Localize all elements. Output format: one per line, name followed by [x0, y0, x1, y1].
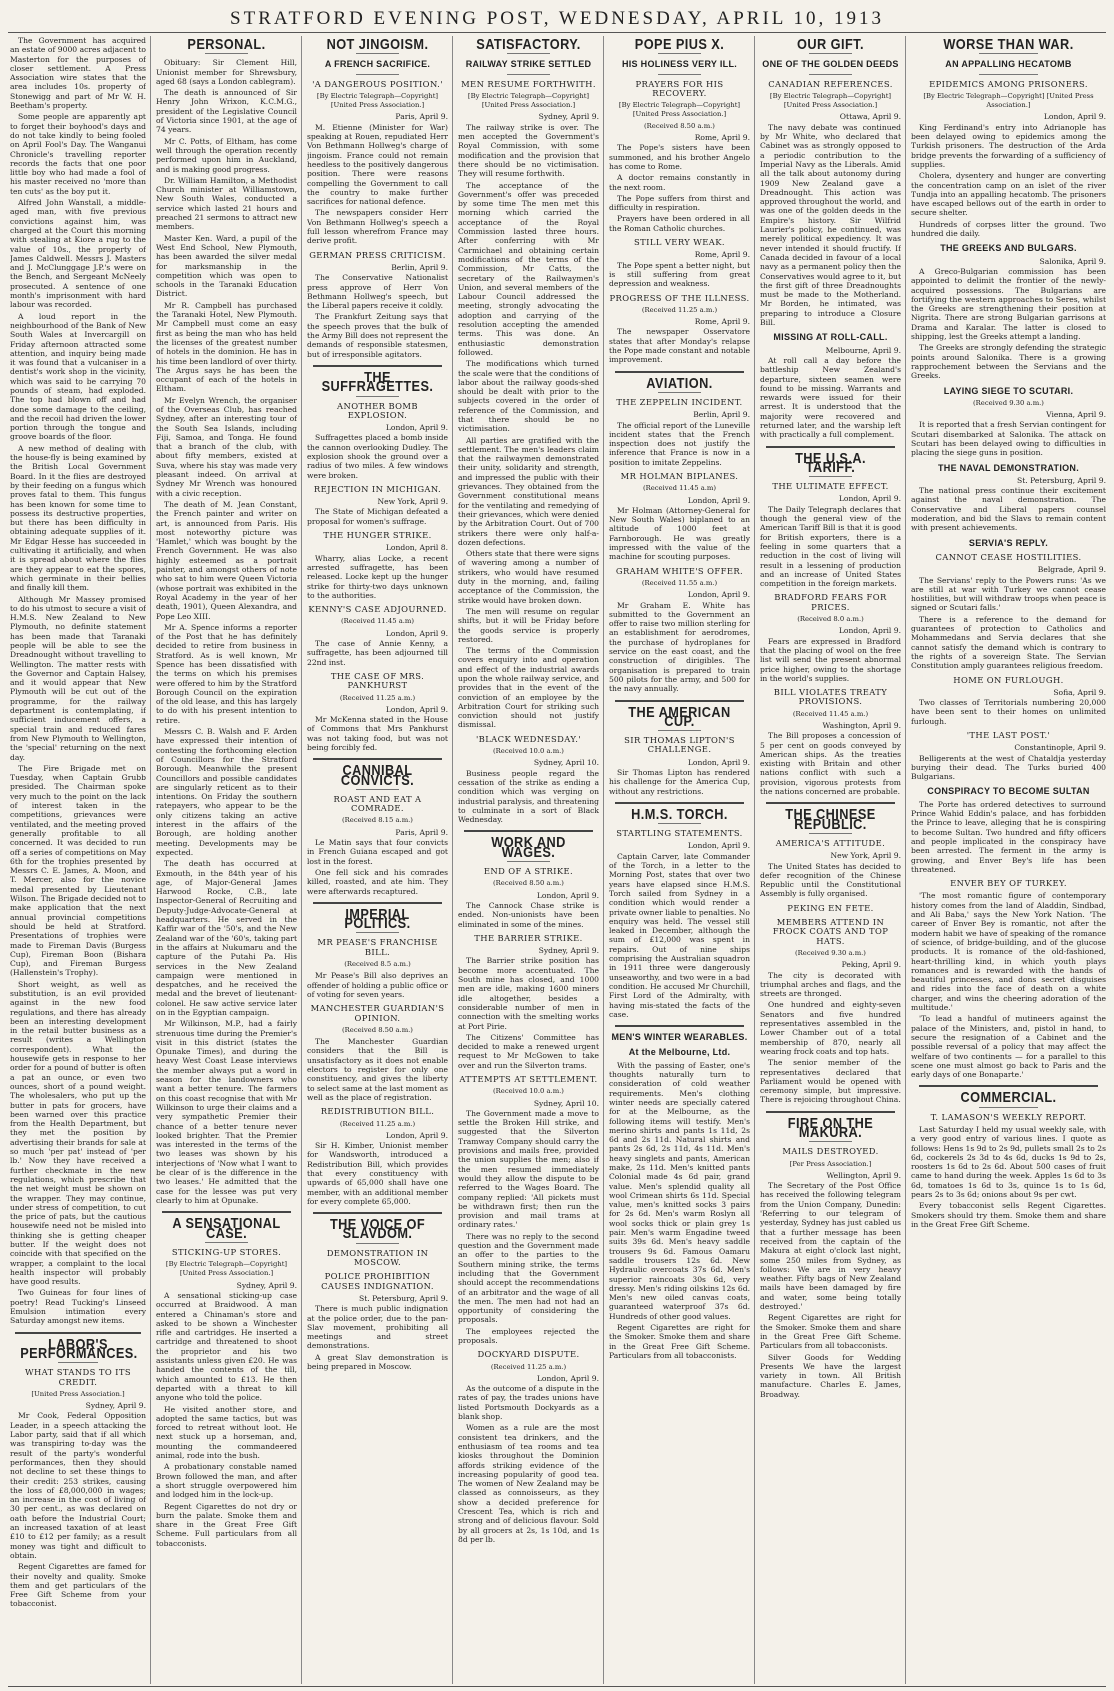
subheading: REDISTRIBUTION BILL.	[320, 1106, 435, 1117]
headline: IMPERIAL POLITICS.	[344, 905, 411, 933]
received-line: (Received 8.50 a.m.)	[342, 1025, 413, 1034]
divider	[809, 476, 851, 477]
credit-line: [By Electric Telegraph—Copyright] [United Press Association.]	[165, 1260, 288, 1278]
headline: THE U.S.A. TARIFF.	[795, 449, 866, 476]
news-paragraph: Mr C. Potts, of Eltham, has come well through the operation recently performed upon him in Auckland, and is making good progress.	[156, 136, 297, 174]
news-paragraph: Prayers have been ordered in all the Roman Catholic churches.	[609, 214, 750, 233]
divider	[58, 1362, 99, 1363]
news-paragraph: A new method of dealing with the house-fly is being examined by the British Local Government Board. In it the flies are destroyed by their feeding on a fungus which proves fatal to them. This fungus has been known for some time to possess its destructive properties, but there has been difficulty in obtaining adequate supplies of it. Mr Edgar Hesse has succeeded in cultivating it artificially, and when it is spread about where the flies are they appear to eat the spores, which germinate in their bellies and finally kill them.	[10, 443, 146, 593]
news-paragraph: The State of Michigan defeated a proposal for women's suffrage.	[307, 507, 448, 526]
column-6	[760, 36, 901, 1684]
divider	[205, 53, 247, 54]
subheading: THE GREEKS AND BULGARS.	[940, 243, 1077, 254]
section-rule	[313, 902, 443, 904]
received-line: (Received 8.5 a.m.)	[344, 960, 411, 969]
news-paragraph: Business people regard the cessation of the strike as ending a condition which was verging on industrial paralysis, and threatening to culminate in a sort of Black Wednesday.	[458, 768, 599, 825]
subheading: SIR THOMAS LIPTON'S CHALLENGE.	[624, 735, 735, 755]
news-paragraph: The Servians' reply to the Powers runs: 'As we are still at war with Turkey we cannot cease hostilities, but will withdraw troops when peace is signed or Scutari falls.'	[911, 575, 1106, 613]
news-paragraph: It is reported that a fresh Servian contingent for Scutari disembarked at Salonika. The attack on Scutari has been delayed owing to difficulties in placing the siege guns in position.	[911, 420, 1106, 458]
subheading: REJECTION IN MICHIGAN.	[313, 483, 442, 494]
dateline: London, April 9.	[385, 704, 448, 714]
divider	[979, 1107, 1038, 1108]
subheading: T. LAMASON'S WEEKLY REPORT.	[930, 1111, 1087, 1122]
credit-line: [By Electric Telegraph—Copyright] [United Press Association.]	[316, 91, 439, 110]
news-paragraph: A probationary constable named Brown followed the man, and after a short struggle overpowered him and lodged him in the lock-up.	[156, 1462, 297, 1500]
headline: COMMERCIAL.	[960, 1089, 1057, 1107]
dateline: London, April 9.	[1043, 112, 1106, 122]
advertisement: Every tobacconist sells Regent Cigarettes. Smokers should try them. Smoke them and share in the Great Free Gift Scheme.	[911, 1201, 1106, 1229]
section-rule	[615, 371, 745, 373]
credit-line: [United Press Association.]	[31, 1389, 125, 1398]
news-paragraph: The United States has decided to defer recognition of the Chinese Republic until the Constitutional Assembly is fully organised.	[760, 861, 901, 899]
dateline: Rome, April 9.	[694, 250, 750, 260]
news-paragraph: The death is announced of Sir Henry John Wrixon, K.C.M.G., president of the Legislative Council of Victoria since 1901, at the age of 74 years.	[156, 88, 297, 135]
news-paragraph: Mr Evelyn Wrench, the organiser of the Overseas Club, has reached Sydney, after an interesting tour of the South Sea Islands, including Fiji, Samoa, and Tonga. He found that a branch of the club, with about fifty members, existed at Suva, where his stay was made very pleasant indeed. On arrival at Sydney Mr Wrench was honoured with a civic reception.	[156, 395, 297, 498]
subheading: 'THE LAST POST.'	[966, 730, 1051, 740]
news-paragraph: Mr Wilkinson, M.P., had a fairly strenuous time during the Premier's visit in this district (states the Opunake Times), and during the heavy West Coast Lease interviews the member always put a word in season for the landowners who want a better tenure. The farmers on this coast recognise that with Mr Wilkinson to urge their claims and a very sympathetic Premier their chance of a better tenure never looked brighter. That the Premier was interested in the terms of the two leases was shown by his interjections of 'Now what I want to be clear of is the difference in the two leases.' He admitted that the case for the lessee was put very clearly to him at Opunake.	[156, 1019, 297, 1205]
news-paragraph: A great Slav demonstration is being prepared in Moscow.	[307, 1352, 448, 1372]
column-7	[911, 36, 1106, 1684]
credit-line: [By Electric Telegraph—Copyright] [United Press Association.]	[769, 91, 892, 110]
news-paragraph: Mr Cook, Federal Opposition Leader, in a speech attacking the Labor party, said that if all which was transpiring to-day was the result of the party's wonderful performances, then they should not decline to set these things to their credit: 253 strikes, causing the loss of £8,000,000 in wages; an increase in the cost of living of 30 per cent., as was declared on oath before the Industrial Court; an increased taxation of at least £10 to £12 per family; as a result money was tight and difficult to obtain.	[10, 1411, 146, 1560]
received-line: (Received 11.25 a.m.)	[490, 1362, 567, 1371]
received-line: (Received 11.25 a.m.)	[339, 693, 416, 702]
news-paragraph: The Greeks are strongly defending the strategic points around Salonika. There is a growing rapprochement between the Servians and the Greeks.	[911, 343, 1106, 381]
dateline: London, April 9.	[687, 590, 750, 600]
news-paragraph: Belligerents at the west of Chataldja yesterday burying their dead. The Turks buried 400 Bulgarians.	[911, 753, 1106, 782]
news-paragraph: The Frankfurt Zeitung says that the speech proves that the bulk of the Army Bill does not represent the demands of responsible statesmen, but of irresponsible agitators.	[307, 312, 448, 359]
subheading: STICKING-UP STORES.	[171, 1246, 282, 1257]
news-paragraph: The Pope spent a better night, but is still suffering from great depression and weakness.	[609, 260, 750, 289]
news-paragraph: The city is decorated with triumphal arches and flags, and the streets are thronged.	[760, 970, 901, 999]
headline: THE SUFFRAGETTES.	[321, 368, 434, 396]
dateline: London, April 9.	[838, 494, 901, 504]
dateline: London, April 9.	[385, 1130, 448, 1140]
section-rule	[313, 1212, 443, 1214]
column-divider	[150, 36, 151, 1684]
divider	[356, 789, 398, 790]
headline: H.M.S. TORCH.	[631, 805, 728, 823]
news-paragraph: The Pope suffers from thirst and difficulty in respiration.	[609, 193, 750, 213]
subheading: GERMAN PRESS CRITICISM.	[309, 249, 446, 260]
masthead-rule	[8, 32, 1106, 33]
news-paragraph: Mr R. Campbell has purchased the Taranaki Hotel, New Plymouth. Mr Campbell must come an easy first as being the man who has held the licenses of the greatest number of hotels in the dominion. He has in his time been landlord of over thirty. The Argus says he has been the occupant of each of the hotels in Eltham.	[156, 300, 297, 394]
news-paragraph: Obituary: Sir Clement Hill, Unionist member for Shrewsbury, aged 68 (says a London cablegram).	[156, 58, 297, 86]
news-paragraph: The death has occurred at Exmouth, in the 84th year of his age, of Major-General James Harwood Rocke, C.B., late Inspector-General of Recruiting and Deputy-Judge-Advocate-General at headquarters. He served in the Kaffir war of the '50's, and the New Zealand war of the '60's, taking part in the affairs at Nukumaru and the capture of the Putahi Pa. His services in the New Zealand campaign were mentioned in despatches, and he received the medal and the brevet of lieutenant-colonel. He saw active service later on in the Egyptian campaign.	[156, 859, 297, 1017]
subheading: HIS HOLINESS VERY ILL.	[621, 59, 738, 70]
subheading: AMERICA'S ATTITUDE.	[775, 837, 886, 848]
subheading: THE ZEPPELIN INCIDENT.	[616, 396, 743, 407]
subheading: THE NAVAL DEMONSTRATION.	[937, 462, 1080, 473]
news-paragraph: The death of M. Jean Constant, the French painter and writer on art, is announced from Paris. His most noteworthy picture was 'Hamlet,' which was bought by the French Government. He was also highly esteemed as a portrait painter, and amongst others of note who sat to him were Queen Victoria (whose portrait was exhibited in the Royal Academy in the year of her death, 1901), Queen Alexandra, and Pope Leo XIII.	[156, 499, 297, 621]
headline: AVIATION.	[646, 374, 713, 392]
section-rule	[464, 830, 594, 832]
divider	[809, 53, 851, 54]
news-paragraph: Fears are expressed in Bradford that the placing of wool on the free list will send the present abnormal price higher, owing to the shortage in the world's supplies.	[760, 636, 901, 683]
dateline: London, April 9.	[687, 757, 750, 767]
news-paragraph: The newspaper Osservatore states that after Monday's relapse the Pope made constant and notable improvement.	[609, 327, 750, 365]
subheading: THE HUNGER STRIKE.	[323, 530, 432, 541]
news-paragraph: Wharry, alias Locke, a recent arrested suffragette, has been released. Locke kept up the hunger strike for thirty-two days unknown to the authorities.	[307, 553, 448, 600]
column-divider	[603, 36, 604, 1684]
news-paragraph: M. Etienne (Minister for War) speaking at Rouen, repudiated Herr Von Bethmann Hollweg's charge of jingoism. France could not remain heedless to the positively dangerous position. There were reasons compelling the Government to call the country to make further sacrifices for national defence.	[307, 122, 448, 207]
news-paragraph: The Conservative Nationalist press approve of Herr Von Bethmann Hollweg's speech, but the Liberal papers receive it coldly.	[307, 273, 448, 311]
column-5	[609, 36, 750, 1684]
news-paragraph: At roll call a day before the battleship New Zealand's departure, sixteen seamen were found to be missing. Warrants and rewards were issued for their arrest. It is understood that the majority were recovered and returned later, and the warship left with practically a full complement.	[760, 355, 901, 440]
divider	[356, 1243, 398, 1244]
dateline: New York, April 9.	[377, 497, 448, 507]
news-paragraph: Suffragettes placed a bomb inside the cannon overlooking Dudley. The explosion shook the ground over a radius of two miles. A few windows were broken.	[307, 433, 448, 480]
news-paragraph: Mr McKenna stated in the House of Commons that Mrs Pankhurst was not taking food, but was not being forcibly fed.	[307, 715, 448, 752]
news-paragraph: A sensational sticking-up case occurred at Braidwood. A man entered a Chinaman's store and asked to be shown a Winchester rifle and cartridges. He inserted a cartridge and threatened to shoot the proprietor and his two assistants unless given £20. He was handed the contents of the till, which amounted to £13. He then departed with a threat to kill anyone who told the police.	[156, 1291, 297, 1403]
dateline: Sydney, April 9.	[236, 1280, 297, 1290]
dateline: Sydney, April 9.	[85, 1401, 146, 1411]
subheading: END OF A STRIKE.	[483, 866, 574, 877]
column-divider	[301, 36, 302, 1684]
news-paragraph: Although Mr Massey promised to do his utmost to secure a visit of H.M.S. New Zealand to New Plymouth, no definite statement has been made that Taranaki people will be able to see the Dreadnought without travelling to Wellington. The matter rests with the Governor and Captain Halsey, and it would appear that New Plymouth will be cut out of the programme, for the railway department is contemplating, if sufficient inducement offers, a special train and reduced fares from New Plymouth to Wellington, the 'special' returning on the next day.	[10, 594, 146, 762]
news-paragraph: Master Ken. Ward, a pupil of the West End School, New Plymouth, has been awarded the silver medal for marksmanship in the competition which was open to schools in the Taranaki Education District.	[156, 233, 297, 299]
headline: FIRE ON THE MAKURA.	[787, 1114, 874, 1141]
subheading: ROAST AND EAT A COMRADE.	[333, 793, 422, 814]
section-rule	[615, 700, 745, 702]
headline: THE CHINESE REPUBLIC.	[785, 806, 876, 833]
received-line: (Received 9.30 a.m.)	[795, 948, 866, 957]
subheading: STILL VERY WEAK.	[634, 237, 725, 248]
subheading: RAILWAY STRIKE SETTLED	[465, 59, 592, 70]
received-line: (Received 10.0 a.m.)	[493, 747, 564, 756]
headline: OUR GIFT.	[797, 36, 864, 53]
subheading: BILL VIOLATES TREATY PROVISIONS.	[773, 687, 888, 707]
advertisement: Women as a rule are the most consistent tea drinkers, and the enthusiasm of tea rooms and tea kiosks throughout the Dominion affords striking evidence of the increasing popularity of good tea. The women of New Zealand may be classed as connoisseurs, as they show a decided preference for Crescent Tea, which is rich and strong and of delicious flavour. Sold by all grocers at 2s, 1s 10d, and 1s 8d per lb.	[458, 1423, 599, 1544]
subheading: WHAT STANDS TO ITS CREDIT.	[24, 1367, 132, 1387]
news-paragraph: Sir H. Kimber, Unionist member for Wandsworth, introduced a Redistribution Bill, which provides that every constituency with upwards of 65,000 shall have one member, with an additional member for every complete 65,000.	[307, 1141, 448, 1206]
column-2	[156, 36, 297, 1684]
dateline: London, April 9.	[536, 890, 599, 900]
received-line: (Received 8.15 a.m.)	[342, 816, 413, 825]
headline: THE AMERICAN CUP.	[628, 703, 731, 730]
news-paragraph: Hundreds of corpses litter the ground. Two hundred die daily.	[911, 219, 1106, 239]
subheading: MR HOLMAN BIPLANES.	[620, 470, 739, 481]
dateline: London, April 9.	[687, 495, 750, 505]
headline: PERSONAL.	[187, 36, 266, 53]
headline: LABOR'S PERFORMANCES.	[20, 1335, 138, 1362]
section-rule	[313, 758, 443, 760]
subheading: THE BARRIER STRIKE.	[474, 932, 583, 943]
headline: CANNIBAL CONVICTS.	[340, 762, 415, 789]
subheading: STARTLING STATEMENTS.	[616, 828, 743, 839]
news-paragraph: Two classes of Territorials numbering 20,000 have been sent to their homes on unlimited furlough.	[911, 698, 1106, 726]
news-paragraph: The official report of the Luneville incident states that the French inspection does not justify the inference that France is now in a position to imitate Zeppelins.	[609, 420, 750, 467]
news-paragraph: A loud report in the neighbourhood of the Bank of New South Wales at Invercargill on Friday afternoon attracted some attention, and inquiry being made it was found that a vulcaniser in a dentist's work shop in the vicinity, which was said to be carrying 70 pounds of steam, had exploded. The top had blown off and had done some damage to the ceiling, and the recoil had driven the lower portion through the tongue and groove boards of the floor.	[10, 311, 146, 442]
advertisement-heading: MEN'S WINTER WEARABLES.	[611, 1032, 748, 1043]
news-paragraph: The men will resume on regular shifts, but it will be Friday before the goods service is properly restored.	[458, 606, 599, 644]
subheading: MAILS DESTROYED.	[782, 1146, 879, 1157]
news-paragraph: He visited another store, and adopted the same tactics, but was forced to retreat without loot. He next stuck up a horseman, and, mounting the commandeered animal, rode into the bush.	[156, 1404, 297, 1461]
dateline: Washington, April 9.	[822, 721, 901, 730]
advertisement: With the passing of Easter, one's thoughts naturally turn to consideration of cold weather requirements. Men's clothing winter needs are specially catered for at the Melbourne, as the following items will testify. Men's merino shirts and pants 1s 11d, 2s 6d and 2s 11d. Natural shirts and pants 2s 6d, 2s 11d, 4s 11d. Men's heavy singlets and pants, American make, 2s 11d. Men's knitted pants Colonial made 4s 6d pair, grand value. Men's splendid quality all wool Crimean shirts 6s 11d. Special value, men's knitted socks 3 pairs for 2s 6d. Men's warm Roslyn all wool socks thick or plain grey 1s pair. Men's warm Engadine tweed suits 39s 6d. Men's heavy saddle trousers 9s 6d. Famous Oamaru saddle trousers 12s 6d. New Hydraulic overcoats 37s 6d. Men's superior raincoats 30s 6d, very dressy. Men's riding oilskins 12s 6d. Men's new oiled canvas coats, guaranteed waterproof 37s 6d. Hundreds of other good values.	[609, 1060, 750, 1321]
dateline: Rome, April 9.	[694, 133, 750, 143]
news-paragraph: The modifications which turned the scale were that the conditions of labor about the railway goods-shed should be dealt with prior to the subjects covered in the order of reference of the Commission, and that there should be no victimisation.	[458, 359, 599, 434]
news-paragraph: Mr Graham E. White has submitted to the Government an offer to raise two million sterling for an establishment for aerodromes, the purchase of hydroplanes for service on the east coast, and the construction of dirigibles. The organisation is prepared to train 500 pilots for the army, and 500 for the navy annually.	[609, 600, 750, 694]
dateline: New York, April 9.	[830, 851, 901, 861]
received-line: (Received 10.0 a.m.)	[493, 1087, 564, 1096]
received-line: (Received 11.45 a.m)	[340, 617, 415, 626]
received-line: (Received 11.25 a.m.)	[339, 1119, 416, 1128]
news-paragraph: Others state that there were signs of wavering among a number of strikers, who would have resumed duty in the morning, and, failing acceptance of the Commission, the strike would have broken down.	[458, 549, 599, 605]
dateline: Ottawa, April 9.	[839, 112, 901, 122]
subheading: THE ULTIMATE EFFECT.	[772, 481, 889, 492]
divider	[809, 74, 851, 75]
divider	[507, 861, 549, 862]
news-paragraph: Mr A. Spence informs a reporter of the Post that he has definitely decided to retire from business in Stratford. As is well known, Mr Spence has been dissatisfied with the terms on which his premises were offered to him by the Stratford Borough Council on the expiration of the old lease, and this has largely to do with his present intention to retire.	[156, 622, 297, 725]
subheading: ENVER BEY OF TURKEY.	[950, 878, 1067, 889]
advertisement: Two Guineas for four lines of poetry! Read Tucking's Linseed Emulsion intimation every Saturday amongst new items.	[10, 1288, 146, 1326]
news-paragraph: Last Saturday I held my usual weekly sale, with a very good entry of various lines. I quote as follows: Hens 1s 9d to 2s 9d, pullets small 2s to 2s 6d, cockerels 2s 3d to 4s 6d, ducks 1s 9d to 2s, roosters 1s 6d to 2s 6d. About 500 cases of fruit came to hand during the week. Apples 1s 6d to 3s 6d, tomatoes 1s 6d to 3s, quince 1s to 1s 6d, pears 2s to 3s 6d; onions about 9s per cwt.	[911, 1124, 1106, 1200]
news-paragraph: 'To lead a handful of mutineers against the palace of the Ministers, and, pistol in hand, to secure the resignation of a Cabinet and the possible reversal of a policy that may affect the welfare of two continents — for a parallel to this scene one must almost go back to Paris and the early days of one Bonaparte.'	[911, 1014, 1106, 1080]
dateline: Paris, April 9.	[395, 827, 448, 837]
news-paragraph: The Bill proposes a concession of 5 per cent on goods conveyed by American ships. As the treaties existing with Britain and other nations conflict with such a provision, vigorous protests from the nations concerned are probable.	[760, 731, 901, 797]
dateline: Melbourne, April 9.	[825, 345, 901, 355]
advertisement: Regent Cigarettes are right for the Smoker. Smoke them and share in the Great Free Gift Scheme. Particulars from all tobacconists.	[760, 1313, 901, 1351]
headline: NOT JINGOISM.	[326, 36, 429, 53]
divider	[658, 730, 700, 731]
column-divider	[905, 36, 906, 1684]
subheading: ANOTHER BOMB EXPLOSION.	[337, 400, 418, 420]
headline: WORK AND WAGES.	[491, 834, 566, 861]
news-paragraph: The case of Annie Kenny, a suffragette, has been adjourned till 22nd inst.	[307, 639, 448, 667]
news-paragraph: The acceptance of the Government's offer was preceded by some time The men met this morning which carried the acceptance of the Royal Commission lasted three hours. After conferring with Mr Carmichael and obtaining certain modifications of the terms of the Commission, Mr Catts, the secretary of the Railwaymen's Union, and several members of the Labour Council addressed the meeting, strongly advocating the adoption and carrying of the resolution accepting the amended terms. This was done. An enthusiastic demonstration followed.	[458, 180, 599, 357]
dateline: Rome, April 9.	[694, 317, 750, 327]
footer-rule	[8, 1686, 1106, 1687]
news-paragraph: There was no reply to the second question and the Government made an offer to the parties to the Southern mining strike, the terms including that the Government should accept the recommendations of an arbitrator and the wage of all the men. The men had not had an opportunity of considering the proposals.	[458, 1231, 599, 1325]
subheading: PEKING EN FETE.	[787, 902, 874, 913]
credit-line: [Per Press Association.]	[789, 1159, 872, 1168]
dateline: Vienna, April 9.	[1046, 410, 1106, 420]
divider	[658, 392, 700, 393]
divider	[507, 53, 549, 54]
divider	[356, 53, 398, 54]
column-1	[10, 36, 146, 1684]
subheading: MISSING AT ROLL-CALL.	[773, 332, 888, 343]
subheading: KENNY'S CASE ADJOURNED.	[308, 604, 447, 615]
advertisement: Silver Goods for Wedding Presents We have the largest variety in town. All British manufacture. Charles E. James, Broadway.	[760, 1352, 901, 1399]
news-paragraph: There is much public indignation at the police order, due to the pan-Slav movement, prohibiting all meetings and street demonstrations.	[307, 1304, 448, 1351]
news-paragraph: Messrs C. B. Walsh and F. Arden have expressed their intention of contesting the forthcoming election of Councillors for the Stratford Borough. Meanwhile the present Councillors and possible candidates are singularly reticent as to their intentions. On Friday the southern ratepayers, who appear to be the only citizens taking an active interest in the affairs of the Borough, are holding another meeting. Developments may be expected.	[156, 727, 297, 857]
divider	[356, 932, 398, 933]
subheading: DOCKYARD DISPUTE.	[477, 1349, 580, 1360]
section-rule	[162, 1211, 292, 1213]
headline: POPE PIUS X.	[634, 36, 725, 53]
subheading: BRADFORD FEARS FOR PRICES.	[774, 592, 887, 612]
dateline: London, April 9.	[385, 423, 448, 433]
section-rule	[15, 1332, 140, 1334]
divider	[979, 53, 1038, 54]
dateline: Peking, April 9.	[841, 960, 901, 970]
news-paragraph: The Government made a move to settle the Broken Hill strike, and suggested that the Silverton Tramway Company should carry the provisions and mails free, provided the union supplies the men; also if the men resumed immediately would they allow the dispute to be referred to the Wages Board. The company replied: 'All pickets must be withdrawn first; then run the provision and mail trams at ordinary rates.'	[458, 1108, 599, 1230]
column-4	[458, 36, 599, 1684]
news-paragraph: The Pope's sisters have been summoned, and his brother Angelo has come to Rome.	[609, 143, 750, 171]
subheading: CANADIAN REFERENCES.	[768, 78, 893, 89]
news-paragraph: Cholera, dysentery and hunger are converting the concentration camp on an islet of the river Tundja into an appalling hecatomb. The prisoners have escaped bellows out of the earth in order to secure shelter.	[911, 171, 1106, 218]
advertisement: Regent Cigarettes do not dry or burn the palate. Smoke them and share in the Great Free Gift Scheme. Full particulars from all tobacconists.	[156, 1501, 297, 1548]
subheading: 'A DANGEROUS POSITION.'	[312, 78, 443, 89]
dateline: Wellington, April 9.	[826, 1170, 901, 1180]
received-line: (Received 8.0 a.m.)	[797, 615, 864, 624]
received-line: (Received 8.50 a.m.)	[493, 879, 564, 888]
dateline: London, April 9.	[838, 626, 901, 636]
subheading: POLICE PROHIBITION CAUSES INDIGNATION.	[321, 1271, 434, 1291]
subheading: THE CASE OF MRS. PANKHURST	[330, 670, 425, 691]
news-paragraph: 'The most romantic figure of contemporary history comes from the land of Aladdin, Sindbad, and Ali Baba,' says the New York Nation. 'The career of Enver Bey is romantic, not after the modern habit we have of speaking of the romance of science, of bridge-building, and of the glucose products. It is romance of the old-fashioned, heart-thrilling kind, in which youth plays romances and is rewarded with the hands of beautiful princesses, and dons secret disguises and rides into the face of death on a white charger, and wins the cheering adoration of the multitude.'	[911, 891, 1106, 1013]
news-paragraph: The terms of the Commission covers enquiry into and operation and effect of the industrial awards upon the whole railway service, and provides that in the event of the conviction of an employee by the Arbitration Court for striking such conviction should not justify dismissal.	[458, 646, 599, 730]
news-paragraph: Captain Carver, late Commander of the Torch, in a letter to the Morning Post, states that over two years have elapsed since H.M.S. Torch sailed from Sydney in a condition which would render a private owner liable to penalties. No enquiry was held. The vessel still leaked in December, although the sum of £12,000 was spent in repairs. Out of nine ships comprising the Australian squadron in 1911 three were dangerously unseaworthy, and two were in a bad condition. He accused Mr Churchill, First Lord of the Admiralty, with having mis-stated the facts of the case.	[609, 851, 750, 1019]
news-paragraph: King Ferdinand's entry into Adrianople has been delayed owing to epidemics among the Turkish prisoners. The destruction of the Arda bridge prevents the forwarding of a sufficiency of supplies.	[911, 122, 1106, 169]
subheading: GRAHAM WHITE'S OFFER.	[615, 565, 744, 576]
subheading: MR PEASE'S FRANCHISE BILL.	[317, 937, 438, 957]
divider	[356, 74, 398, 75]
subheading: DEMONSTRATION IN MOSCOW.	[326, 1247, 429, 1268]
divider	[658, 74, 700, 75]
dateline: Paris, April 9.	[395, 112, 448, 122]
section-rule	[766, 1111, 896, 1113]
news-paragraph: The Porte has ordered detectives to surround Prince Wahid Eddin's palace, and has forbidden the Prince to leave, alleging that he is conspiring to become Sultan. Two hundred and fifty officers and people implicated in the conspiracy have been arrested. The ferment in the army is growing, and Enver Bey's life has been threatened.	[911, 799, 1106, 874]
dateline: Salonika, April 9.	[1039, 256, 1106, 266]
news-paragraph: The navy debate was continued by Mr White, who declared that Cabinet was as strongly opposed to a periodic contribution to the Imperial Navy as the Liberals. Amid all the talk about autonomy during 1909 New Zealand gave a Dreadnought. This action was approved throughout the world, and was one of the golden deeds in the Empire's history. Sir Wilfrid Laurier's policy, he continued, was merely political expediency. It was never intended it should fructify. If Canada decided in favour of a local navy as a permanent policy then the Conservatives would agree to it, but the first gift of three Dreadnoughts must be made to the Motherland. Mr Borden, he intimated, was preparing to introduce a Closure Bill.	[760, 122, 901, 328]
headline: WORSE THAN WAR.	[943, 36, 1074, 53]
news-paragraph: The Fire Brigade met on Tuesday, when Captain Grubb presided. The Chairman spoke very much to the point on the lack of interest taken in the competitions, grievances were ventilated, and the meeting proved generally profitable to all concerned. It was decided to run off a series of competitions on May 6th for the trophies presented by Messrs C. E. James, A. Moon, and T. Mercer, also for the novice medal presented by Lieutenant Wilson. The Brigade decided not to make application that the next annual provincial competitions should be held at Stratford. Presentations of trophies were made to Fireman Davis (Burgess Cup), Fireman Boon (Bishara Cup), and Fireman Burgess (Hallenstein's Trophy).	[10, 763, 146, 978]
received-line: (Received 11.25 a.m.)	[641, 305, 718, 314]
news-paragraph: The Barrier strike position has become more accentuated. The South mine has closed, and 1000 men are idle, making 1600 miners idle altogether, besides a considerable number of men in connection with the smelting works at Port Pirie.	[458, 956, 599, 1031]
subheading: HOME ON FURLOUGH.	[953, 674, 1064, 685]
credit-line: [By Electric Telegraph—Copyright] [United Press Association.]	[923, 91, 1094, 110]
subheading: SERVIA'S REPLY.	[968, 537, 1049, 548]
subheading: PROGRESS OF THE ILLNESS.	[609, 292, 750, 303]
subheading: 'BLACK WEDNESDAY.'	[475, 733, 582, 744]
credit-line: [By Electric Telegraph—Copyright] [United Press Association.]	[618, 101, 741, 119]
subheading: ATTEMPTS AT SETTLEMENT.	[459, 1073, 598, 1084]
subheading: EPIDEMICS AMONG PRISONERS.	[929, 78, 1088, 89]
news-paragraph: The Citizens' Committee has decided to make a renewed urgent request to Mr McGowen to take over and run the Silverton trams.	[458, 1032, 599, 1070]
news-paragraph: Alfred John Wanstall, a middle-aged man, with five previous convictions against him, was charged at the Court this morning with stealing at Kiore a rug to the value of 10s., the property of James Caldwell. Messrs J. Masters and J. McClunggage J.P.'s were on the Bench, and Sergeant McNeely prosecuted. A sentence of one month's imprisonment with hard labour was recorded.	[10, 198, 146, 310]
received-line: (Received 11.45 a.m)	[642, 484, 717, 493]
column-divider	[452, 36, 453, 1684]
news-paragraph: Mr Holman (Attorney-General for New South Wales) biplaned to an altitude of 1000 feet at Farnborough. He was greatly impressed with the value of the machine for scouting purposes.	[609, 505, 750, 562]
divider	[658, 53, 700, 54]
news-paragraph: One fell sick and his comrades killed, roasted, and ate him. They were afterwards recaptured.	[307, 867, 448, 896]
news-paragraph: One hundred and eighty-seven Senators and five hundred representatives assembled in the Lower Chamber out of a total membership of 870, nearly all wearing frock coats and top hats.	[760, 1000, 901, 1056]
section-rule	[313, 365, 443, 367]
divider	[809, 833, 851, 834]
subheading: ONE OF THE GOLDEN DEEDS	[762, 59, 899, 70]
masthead: STRATFORD EVENING POST, WEDNESDAY, APRIL 10, 1913	[230, 8, 884, 29]
subheading: MEMBERS ATTEND IN FROCK COATS AND TOP HATS.	[772, 917, 889, 946]
news-paragraph: Dr. William Hamilton, a Methodist Church minister at Williamstown, New South Wales, conducted a service which lasted 21 hours and preached 21 sermons to attract new members.	[156, 175, 297, 232]
subheading: CANNOT CEASE HOSTILITIES.	[935, 551, 1082, 562]
subheading: PRAYERS FOR HIS RECOVERY.	[635, 78, 724, 98]
divider	[979, 74, 1038, 75]
news-paragraph: The Government has acquired an estate of 9000 acres adjacent to Masterton for the purposes of closer settlement. A Press Association wire states that the area includes 10s. property of Stonewigg and part of Mr W. H. Beetham's property.	[10, 36, 146, 111]
news-paragraph: The newspapers consider Herr Von Bethmann Hollweg's speech a full lesson wherefrom France may derive profit.	[307, 208, 448, 246]
dateline: Belgrade, April 9.	[1037, 565, 1106, 575]
dateline: Sydney, April 10.	[533, 1098, 599, 1108]
dateline: Sydney, April 9.	[538, 946, 599, 956]
dateline: London, April 8.	[385, 543, 448, 553]
dateline: London, April 9.	[687, 841, 750, 851]
section-rule	[615, 802, 745, 804]
subheading: LAYING SIEGE TO SCUTARI.	[943, 385, 1074, 396]
headline: SATISFACTORY.	[476, 36, 581, 53]
received-line: (Received 11.55 a.m.)	[641, 578, 718, 587]
news-paragraph: A Greco-Bulgarian commission has been appointed to delimit the frontier of the newly-acquired possessions. The Bulgarians are fortifying the western approaches to Seres, whilst the Greeks are strengthening their position at Nigrita. There are strong Bulgarian garrisons at Drama and Karalar. The latter is closed to shipping, lest the Greeks attempt a landing.	[911, 266, 1106, 342]
section-rule	[919, 1085, 1098, 1087]
news-paragraph: Short weight, as well as substitution, is an evil provided against in the new food regulations, and there has already been an interesting development in the retail butter business as a result (writes a Wellington correspondent). What the housewife gets in response to her order for a pound of butter is often a pat an ounce, or even two ounces, short of a pound weight. The wholesalers, who put up the butter in pats for grocers, have been warned over this practice from the Health Department, but they met the position by advertising their brands for sale at so much 'per pat' instead of 'per lb.' Now they have received a further checkmate in the new regulations, which prescribe that the net weight must be shown on the wrapper. They may continue, under stress of competition, to cut the price of pats, but the cautious housewife need not be misled into thinking she is getting cheaper butter. If the weight does not coincide with that specified on the wrapper, a complaint to the local health inspector will probably have good results.	[10, 979, 146, 1287]
headline: A SENSATIONAL CASE.	[172, 1215, 281, 1242]
column-3	[307, 36, 448, 1684]
section-rule	[615, 1025, 745, 1027]
news-paragraph: A doctor remains constantly in the next room.	[609, 173, 750, 192]
dateline: Sofia, April 9.	[1053, 687, 1106, 697]
news-paragraph: The Manchester Guardian considers that the Bill is unsatisfactory as it does not enable electors to register for only one constituency, and gives the liberty to select same at the last moment as well as the place of registration.	[307, 1037, 448, 1102]
dateline: Sydney, April 9.	[538, 112, 599, 122]
dateline: Constantinople, April 9.	[1014, 743, 1106, 753]
dateline: Berlin, April 9.	[391, 262, 448, 272]
news-paragraph: The railway strike is over. The men accepted the Government's Royal Commission, with some modification and the provision that there should be no victimisation. They will resume forthwith.	[458, 122, 599, 179]
news-paragraph: As the outcome of a dispute in the rates of pay, the trades unions have listed Portsmouth Dockyards as a blank shop.	[458, 1384, 599, 1422]
received-line: (Received 11.45 a.m.)	[792, 709, 869, 718]
subheading: MEN RESUME FORTHWITH.	[461, 78, 596, 89]
news-paragraph: The national press continue their excitement against the naval demonstration. The Conservative and Liberal papers counsel moderation, and bid the Slavs to remain content with present achievements.	[911, 486, 1106, 533]
news-paragraph: The Secretary of the Post Office has received the following telegram from the Union Company, Dunedin: 'Referring to our telegram of yesterday, Sydney has just cabled us that a further message has been received from the captain of the Makura at eight o'clock last night, some 250 miles from Sydney, as follows: We are in very heavy weather. Fifty bags of New Zealand mails have been damaged by fire and water, some being totally destroyed.'	[760, 1181, 901, 1312]
dateline: London, April 9.	[385, 628, 448, 638]
advertisement-subheading: At the Melbourne, Ltd.	[628, 1047, 731, 1058]
section-rule	[766, 446, 896, 448]
dateline: London, April 9.	[536, 1373, 599, 1383]
divider	[356, 396, 398, 397]
dateline: Berlin, April 9.	[693, 410, 750, 420]
column-divider	[754, 36, 755, 1684]
dateline: Sydney, April 10.	[533, 758, 599, 768]
subheading: A FRENCH SACRIFICE.	[324, 59, 431, 70]
news-paragraph: The employees rejected the proposals.	[458, 1326, 599, 1345]
credit-line: [By Electric Telegraph—Copyright] [United Press Association.]	[467, 91, 590, 110]
received-line: (Received 8.50 a.m.)	[644, 121, 715, 130]
news-paragraph: Sir Thomas Lipton has rendered his challenge for the America Cup, without any restrictions.	[609, 768, 750, 796]
subheading: AN APPALLING HECATOMB	[945, 59, 1072, 70]
news-paragraph: Le Matin says that four convicts in French Guiana escaped and got lost in the forest.	[307, 838, 448, 866]
divider	[809, 1141, 851, 1142]
news-paragraph: Some people are apparently apt to forget their boyhood's days and do not take kindly to being fooled on April Fool's Day. The Wanganui Chronicle's travelling reporter records the facts that one poor little boy who had made a fool of his master received no 'more than ten cuts' as the boy put it.	[10, 112, 146, 196]
news-paragraph: Mr Pease's Bill also deprives an offender of holding a public office or of voting for seven years.	[307, 971, 448, 999]
advertisement: Regent Cigarettes are right for the Smoker. Smoke them and share in the Great Free Gift Scheme. Particulars from all tobacconists.	[609, 1323, 750, 1360]
news-paragraph: The Daily Telegraph declares that though the general view of the American Tariff Bill is that it is good for British exporters, there is a feeling in some quarters that a reduction in the cost of living will result in a lessening of production and an increase of United States competition in the foreign markets.	[760, 504, 901, 589]
headline: THE VOICE OF SLAVDOM.	[329, 1216, 426, 1243]
divider	[658, 823, 700, 824]
news-paragraph: The Cannock Chase strike is ended. Non-unionists have been eliminated in some of the mines.	[458, 900, 599, 929]
section-rule	[766, 802, 896, 804]
divider	[205, 1242, 247, 1243]
received-line: (Received 9.30 a.m.)	[973, 398, 1044, 407]
news-paragraph: There is a reference to the demand for guarantees of protection to Catholics and Mohammedans and Servia declares that she cannot satisfy the demand which is contrary to the rights of a sovereign State. The Servian Constitution amply guarantees religious freedom.	[911, 614, 1106, 671]
subheading: CONSPIRACY TO BECOME SULTAN	[927, 786, 1090, 797]
subheading: MANCHESTER GUARDIAN'S OPINION.	[310, 1003, 445, 1023]
news-paragraph: All parties are gratified with the settlement. The men's leaders claim that the railwaymen demonstrated their unity, solidarity and strength, and impressed the public with their grievances. They obtained from the Government constitutional means for the ventilating and remedying of their grievances, which were denied by the Arbitration Court. Out of 700 strikers there were only half-a-dozen defections.	[458, 435, 599, 547]
advertisement: Regent Cigarettes are famed for their novelty and quality. Smoke them and get particulars of the Free Gift Scheme from your tobacconist.	[10, 1562, 146, 1609]
dateline: St. Petersburg, April 9.	[359, 1293, 448, 1303]
news-paragraph: The senior member of the representatives declared that Parliament would be opened with ceremony simple, but impressive. There is rejoicing throughout China.	[760, 1058, 901, 1105]
dateline: St. Petersburg, April 9.	[1017, 475, 1106, 485]
divider	[507, 74, 549, 75]
